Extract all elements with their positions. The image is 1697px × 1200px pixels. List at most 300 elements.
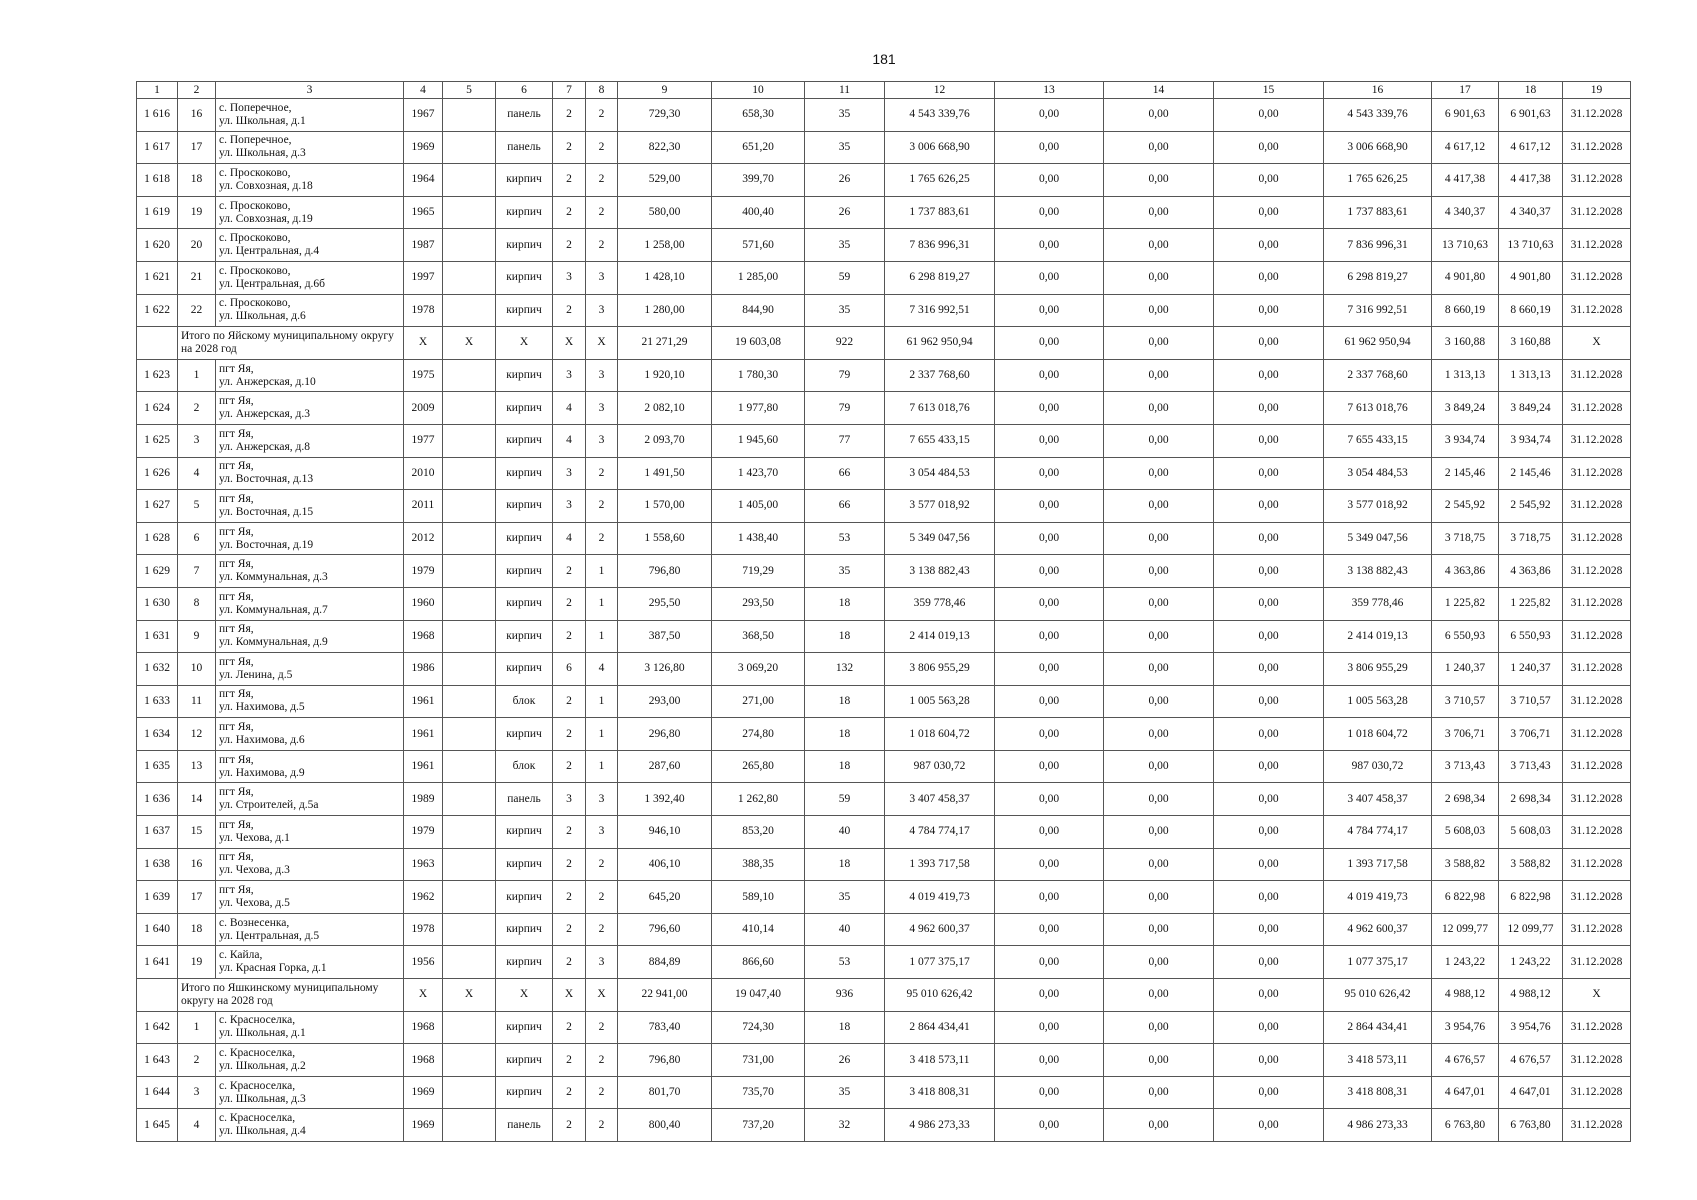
header-cell-2: 2 <box>178 82 216 99</box>
col-18-cell: 2 545,92 <box>1499 490 1563 523</box>
col-19-cell: 31.12.2028 <box>1563 750 1631 783</box>
address-street: ул. Совхозная, д.19 <box>219 212 313 225</box>
col-18-cell: 3 954,76 <box>1499 1011 1563 1044</box>
address-street: ул. Школьная, д.4 <box>219 1125 306 1138</box>
address-locality: пгт Яя, <box>219 492 254 505</box>
col-19-cell: 31.12.2028 <box>1563 881 1631 914</box>
col-11-cell: 59 <box>805 783 885 816</box>
col-4-cell: 1978 <box>404 913 443 946</box>
col-15-cell: 0,00 <box>1214 587 1324 620</box>
col-14-cell: 0,00 <box>1104 490 1214 523</box>
address-locality: с. Красноселка, <box>219 1047 296 1060</box>
col-7-cell: 3 <box>553 261 586 294</box>
header-row <box>137 82 1631 99</box>
table-header <box>137 82 1631 99</box>
col-8-cell: X <box>586 979 618 1012</box>
col-4-cell: 1969 <box>404 1076 443 1109</box>
col-15-cell: 0,00 <box>1214 294 1324 327</box>
col-11-cell: 132 <box>805 653 885 686</box>
col-8-cell: 4 <box>586 653 618 686</box>
col-11-cell: 35 <box>805 881 885 914</box>
col-12-cell: 2 414 019,13 <box>885 620 995 653</box>
col-18-cell: 2 698,34 <box>1499 783 1563 816</box>
col-7-cell: 2 <box>553 229 586 262</box>
col-9-cell: 783,40 <box>618 1011 712 1044</box>
col-12-cell: 4 784 774,17 <box>885 816 995 849</box>
sub-number-cell: 2 <box>178 392 216 425</box>
row-number-cell: 1 640 <box>137 913 178 946</box>
col-15-cell: 0,00 <box>1214 816 1324 849</box>
col-8-cell: 2 <box>586 164 618 197</box>
sub-number-cell: 11 <box>178 685 216 718</box>
address-cell <box>216 424 404 457</box>
header-cell-10: 10 <box>712 82 805 99</box>
col-15-cell: 0,00 <box>1214 555 1324 588</box>
col-15-cell: 0,00 <box>1214 1011 1324 1044</box>
col-5-cell <box>443 424 496 457</box>
col-14-cell: 0,00 <box>1104 1076 1214 1109</box>
col-4-cell: 2009 <box>404 392 443 425</box>
col-12-cell: 1 005 563,28 <box>885 685 995 718</box>
col-7-cell: 2 <box>553 750 586 783</box>
table-row <box>137 1044 1631 1077</box>
row-number-cell: 1 633 <box>137 685 178 718</box>
col-11-cell: 40 <box>805 816 885 849</box>
col-6-cell: кирпич <box>496 261 553 294</box>
col-11-cell: 922 <box>805 327 885 360</box>
col-12-cell: 61 962 950,94 <box>885 327 995 360</box>
col-7-cell: 2 <box>553 587 586 620</box>
col-15-cell: 0,00 <box>1214 979 1324 1012</box>
col-17-cell: 13 710,63 <box>1432 229 1499 262</box>
col-16-cell: 7 655 433,15 <box>1324 424 1432 457</box>
sub-number-cell: 13 <box>178 750 216 783</box>
address-locality: пгт Яя, <box>219 362 254 375</box>
col-15-cell: 0,00 <box>1214 685 1324 718</box>
col-9-cell: 529,00 <box>618 164 712 197</box>
col-4-cell: 1977 <box>404 424 443 457</box>
address-locality: пгт Яя, <box>219 590 254 603</box>
col-4-cell: 1969 <box>404 1109 443 1142</box>
table-row <box>137 131 1631 164</box>
sub-number-cell: 20 <box>178 229 216 262</box>
address-locality: пгт Яя, <box>219 427 254 440</box>
address-cell <box>216 359 404 392</box>
col-9-cell: 295,50 <box>618 587 712 620</box>
col-19-cell: 31.12.2028 <box>1563 848 1631 881</box>
header-cell-17: 17 <box>1432 82 1499 99</box>
address-cell <box>216 457 404 490</box>
col-8-cell: 2 <box>586 1011 618 1044</box>
col-6-cell: кирпич <box>496 490 553 523</box>
col-10-cell: 844,90 <box>712 294 805 327</box>
col-16-cell: 2 337 768,60 <box>1324 359 1432 392</box>
col-11-cell: 26 <box>805 196 885 229</box>
address-cell <box>216 131 404 164</box>
col-8-cell: 1 <box>586 750 618 783</box>
col-9-cell: 796,80 <box>618 555 712 588</box>
col-16-cell: 3 418 808,31 <box>1324 1076 1432 1109</box>
col-14-cell: 0,00 <box>1104 848 1214 881</box>
col-9-cell: 296,80 <box>618 718 712 751</box>
header-cell-13: 13 <box>995 82 1104 99</box>
header-cell-15: 15 <box>1214 82 1324 99</box>
address-street: ул. Анжерская, д.10 <box>219 375 316 388</box>
col-6-cell: кирпич <box>496 848 553 881</box>
col-12-cell: 7 316 992,51 <box>885 294 995 327</box>
col-14-cell: 0,00 <box>1104 750 1214 783</box>
col-14-cell: 0,00 <box>1104 685 1214 718</box>
col-18-cell: 1 313,13 <box>1499 359 1563 392</box>
table-row <box>137 490 1631 523</box>
col-9-cell: 729,30 <box>618 99 712 132</box>
col-9-cell: 1 558,60 <box>618 522 712 555</box>
address-street: ул. Школьная, д.3 <box>219 1092 306 1105</box>
col-15-cell: 0,00 <box>1214 653 1324 686</box>
col-8-cell: 2 <box>586 1109 618 1142</box>
col-14-cell: 0,00 <box>1104 816 1214 849</box>
col-5-cell <box>443 881 496 914</box>
col-16-cell: 1 737 883,61 <box>1324 196 1432 229</box>
col-19-cell: 31.12.2028 <box>1563 1044 1631 1077</box>
col-16-cell: 3 806 955,29 <box>1324 653 1432 686</box>
col-8-cell: 3 <box>586 816 618 849</box>
col-6-cell: кирпич <box>496 816 553 849</box>
sub-number-cell: 7 <box>178 555 216 588</box>
row-number-cell <box>137 327 178 360</box>
col-16-cell: 2 864 434,41 <box>1324 1011 1432 1044</box>
col-18-cell: 6 822,98 <box>1499 881 1563 914</box>
address-street: ул. Школьная, д.1 <box>219 1027 306 1040</box>
col-18-cell: 5 608,03 <box>1499 816 1563 849</box>
col-17-cell: 2 698,34 <box>1432 783 1499 816</box>
col-4-cell: 1986 <box>404 653 443 686</box>
sub-number-cell: 9 <box>178 620 216 653</box>
header-cell-3: 3 <box>216 82 404 99</box>
address-cell <box>216 196 404 229</box>
address-locality: с. Поперечное, <box>219 101 292 114</box>
col-11-cell: 35 <box>805 1076 885 1109</box>
col-5-cell: X <box>443 979 496 1012</box>
col-4-cell: 1960 <box>404 587 443 620</box>
col-7-cell: 3 <box>553 359 586 392</box>
address-street: ул. Школьная, д.1 <box>219 114 306 127</box>
sub-number-cell: 4 <box>178 1109 216 1142</box>
col-6-cell: кирпич <box>496 294 553 327</box>
col-6-cell: кирпич <box>496 555 553 588</box>
col-9-cell: 796,60 <box>618 913 712 946</box>
col-6-cell: панель <box>496 131 553 164</box>
row-number-cell: 1 632 <box>137 653 178 686</box>
col-7-cell: 2 <box>553 131 586 164</box>
col-9-cell: 822,30 <box>618 131 712 164</box>
address-locality: пгт Яя, <box>219 688 254 701</box>
col-11-cell: 77 <box>805 424 885 457</box>
col-6-cell: кирпич <box>496 229 553 262</box>
col-13-cell: 0,00 <box>995 783 1104 816</box>
col-5-cell <box>443 1076 496 1109</box>
col-8-cell: 3 <box>586 424 618 457</box>
col-4-cell: 2012 <box>404 522 443 555</box>
col-9-cell: 287,60 <box>618 750 712 783</box>
col-6-cell: кирпич <box>496 1076 553 1109</box>
col-7-cell: 2 <box>553 816 586 849</box>
col-13-cell: 0,00 <box>995 1011 1104 1044</box>
sub-number-cell: 18 <box>178 913 216 946</box>
col-4-cell: 1962 <box>404 881 443 914</box>
address-locality: пгт Яя, <box>219 525 254 538</box>
col-13-cell: 0,00 <box>995 99 1104 132</box>
address-street: ул. Восточная, д.19 <box>219 538 314 551</box>
col-10-cell: 271,00 <box>712 685 805 718</box>
col-10-cell: 853,20 <box>712 816 805 849</box>
col-18-cell: 6 763,80 <box>1499 1109 1563 1142</box>
col-11-cell: 32 <box>805 1109 885 1142</box>
col-16-cell: 3 006 668,90 <box>1324 131 1432 164</box>
col-5-cell <box>443 555 496 588</box>
col-4-cell: 1987 <box>404 229 443 262</box>
col-17-cell: 2 145,46 <box>1432 457 1499 490</box>
table-row <box>137 685 1631 718</box>
sub-number-cell: 6 <box>178 522 216 555</box>
header-cell-14: 14 <box>1104 82 1214 99</box>
address-locality: с. Кайла, <box>219 949 263 962</box>
table-row <box>137 457 1631 490</box>
col-12-cell: 2 864 434,41 <box>885 1011 995 1044</box>
header-cell-6: 6 <box>496 82 553 99</box>
table-row <box>137 1011 1631 1044</box>
col-11-cell: 18 <box>805 848 885 881</box>
col-12-cell: 987 030,72 <box>885 750 995 783</box>
col-10-cell: 368,50 <box>712 620 805 653</box>
sub-number-cell: 1 <box>178 359 216 392</box>
row-number-cell: 1 630 <box>137 587 178 620</box>
col-17-cell: 4 676,57 <box>1432 1044 1499 1077</box>
col-11-cell: 18 <box>805 685 885 718</box>
col-18-cell: 4 617,12 <box>1499 131 1563 164</box>
col-19-cell: 31.12.2028 <box>1563 99 1631 132</box>
col-15-cell: 0,00 <box>1214 620 1324 653</box>
address-locality: с. Проскоково, <box>219 264 291 277</box>
col-11-cell: 18 <box>805 1011 885 1044</box>
col-19-cell: 31.12.2028 <box>1563 587 1631 620</box>
col-5-cell <box>443 587 496 620</box>
col-11-cell: 18 <box>805 620 885 653</box>
col-19-cell: 31.12.2028 <box>1563 913 1631 946</box>
col-10-cell: 293,50 <box>712 587 805 620</box>
row-number-cell: 1 644 <box>137 1076 178 1109</box>
col-12-cell: 1 765 626,25 <box>885 164 995 197</box>
table-row <box>137 816 1631 849</box>
row-number-cell: 1 638 <box>137 848 178 881</box>
col-15-cell: 0,00 <box>1214 196 1324 229</box>
col-16-cell: 359 778,46 <box>1324 587 1432 620</box>
col-4-cell: 1963 <box>404 848 443 881</box>
col-11-cell: 35 <box>805 229 885 262</box>
col-18-cell: 3 160,88 <box>1499 327 1563 360</box>
col-15-cell: 0,00 <box>1214 261 1324 294</box>
col-4-cell: 1979 <box>404 555 443 588</box>
col-5-cell <box>443 718 496 751</box>
col-5-cell <box>443 913 496 946</box>
col-10-cell: 399,70 <box>712 164 805 197</box>
table-row <box>137 653 1631 686</box>
col-19-cell: 31.12.2028 <box>1563 1011 1631 1044</box>
total-row <box>137 327 1631 360</box>
col-5-cell <box>443 490 496 523</box>
col-6-cell: кирпич <box>496 881 553 914</box>
col-12-cell: 4 986 273,33 <box>885 1109 995 1142</box>
col-18-cell: 1 225,82 <box>1499 587 1563 620</box>
col-15-cell: 0,00 <box>1214 522 1324 555</box>
col-12-cell: 359 778,46 <box>885 587 995 620</box>
col-19-cell: 31.12.2028 <box>1563 522 1631 555</box>
col-7-cell: 4 <box>553 522 586 555</box>
col-12-cell: 1 077 375,17 <box>885 946 995 979</box>
col-7-cell: 2 <box>553 1076 586 1109</box>
col-4-cell: 2011 <box>404 490 443 523</box>
row-number-cell: 1 617 <box>137 131 178 164</box>
col-9-cell: 1 428,10 <box>618 261 712 294</box>
col-5-cell <box>443 164 496 197</box>
col-5-cell <box>443 359 496 392</box>
col-11-cell: 59 <box>805 261 885 294</box>
address-street: ул. Коммунальная, д.3 <box>219 571 328 584</box>
address-cell <box>216 718 404 751</box>
col-8-cell: 2 <box>586 913 618 946</box>
col-8-cell: 3 <box>586 946 618 979</box>
col-13-cell: 0,00 <box>995 196 1104 229</box>
address-street: ул. Коммунальная, д.7 <box>219 603 328 616</box>
address-locality: пгт Яя, <box>219 721 254 734</box>
col-17-cell: 3 588,82 <box>1432 848 1499 881</box>
col-17-cell: 1 243,22 <box>1432 946 1499 979</box>
col-8-cell: 3 <box>586 261 618 294</box>
col-8-cell: 1 <box>586 718 618 751</box>
col-11-cell: 18 <box>805 718 885 751</box>
col-8-cell: 3 <box>586 294 618 327</box>
col-10-cell: 1 423,70 <box>712 457 805 490</box>
sub-number-cell: 5 <box>178 490 216 523</box>
sub-number-cell: 19 <box>178 946 216 979</box>
col-6-cell: кирпич <box>496 1011 553 1044</box>
table-row <box>137 783 1631 816</box>
col-7-cell: 2 <box>553 99 586 132</box>
col-16-cell: 3 577 018,92 <box>1324 490 1432 523</box>
sub-number-cell: 16 <box>178 99 216 132</box>
col-14-cell: 0,00 <box>1104 718 1214 751</box>
table-row <box>137 620 1631 653</box>
col-19-cell: 31.12.2028 <box>1563 261 1631 294</box>
address-locality: пгт Яя, <box>219 786 254 799</box>
col-14-cell: 0,00 <box>1104 1044 1214 1077</box>
col-10-cell: 410,14 <box>712 913 805 946</box>
col-13-cell: 0,00 <box>995 1076 1104 1109</box>
col-9-cell: 2 093,70 <box>618 424 712 457</box>
table-row <box>137 881 1631 914</box>
col-8-cell: 2 <box>586 1044 618 1077</box>
page-number: 181 <box>872 51 896 67</box>
address-locality: с. Красноселка, <box>219 1079 296 1092</box>
col-12-cell: 3 806 955,29 <box>885 653 995 686</box>
col-10-cell: 3 069,20 <box>712 653 805 686</box>
col-10-cell: 589,10 <box>712 881 805 914</box>
row-number-cell: 1 639 <box>137 881 178 914</box>
col-14-cell: 0,00 <box>1104 881 1214 914</box>
header-cell-4: 4 <box>404 82 443 99</box>
col-10-cell: 719,29 <box>712 555 805 588</box>
row-number-cell: 1 626 <box>137 457 178 490</box>
col-14-cell: 0,00 <box>1104 359 1214 392</box>
col-15-cell: 0,00 <box>1214 718 1324 751</box>
col-15-cell: 0,00 <box>1214 750 1324 783</box>
row-number-cell: 1 642 <box>137 1011 178 1044</box>
col-10-cell: 400,40 <box>712 196 805 229</box>
table-row <box>137 1109 1631 1142</box>
address-locality: пгт Яя, <box>219 460 254 473</box>
col-5-cell: X <box>443 327 496 360</box>
col-4-cell: 1956 <box>404 946 443 979</box>
table-row <box>137 164 1631 197</box>
col-8-cell: 2 <box>586 229 618 262</box>
header-cell-18: 18 <box>1499 82 1563 99</box>
sub-number-cell: 17 <box>178 881 216 914</box>
col-18-cell: 3 934,74 <box>1499 424 1563 457</box>
col-13-cell: 0,00 <box>995 685 1104 718</box>
col-15-cell: 0,00 <box>1214 327 1324 360</box>
col-11-cell: 66 <box>805 457 885 490</box>
address-street: ул. Центральная, д.4 <box>219 245 320 258</box>
col-14-cell: 0,00 <box>1104 424 1214 457</box>
col-12-cell: 3 006 668,90 <box>885 131 995 164</box>
col-7-cell: 4 <box>553 392 586 425</box>
col-13-cell: 0,00 <box>995 294 1104 327</box>
sub-number-cell: 18 <box>178 164 216 197</box>
col-18-cell: 1 243,22 <box>1499 946 1563 979</box>
address-locality: пгт Яя, <box>219 884 254 897</box>
col-17-cell: 2 545,92 <box>1432 490 1499 523</box>
col-6-cell: панель <box>496 1109 553 1142</box>
col-19-cell: 31.12.2028 <box>1563 1109 1631 1142</box>
col-17-cell: 4 363,86 <box>1432 555 1499 588</box>
col-6-cell: кирпич <box>496 359 553 392</box>
col-13-cell: 0,00 <box>995 424 1104 457</box>
col-18-cell: 3 713,43 <box>1499 750 1563 783</box>
total-label-cell: Итого по Яйскому муниципальному округу на 2028 год <box>178 327 404 360</box>
col-13-cell: 0,00 <box>995 359 1104 392</box>
col-12-cell: 1 018 604,72 <box>885 718 995 751</box>
col-16-cell: 7 613 018,76 <box>1324 392 1432 425</box>
col-5-cell <box>443 99 496 132</box>
col-19-cell: 31.12.2028 <box>1563 653 1631 686</box>
row-number-cell: 1 623 <box>137 359 178 392</box>
table-row <box>137 750 1631 783</box>
col-5-cell <box>443 620 496 653</box>
col-7-cell: 2 <box>553 620 586 653</box>
address-street: ул. Восточная, д.15 <box>219 505 314 518</box>
col-16-cell: 3 054 484,53 <box>1324 457 1432 490</box>
col-15-cell: 0,00 <box>1214 99 1324 132</box>
col-14-cell: 0,00 <box>1104 522 1214 555</box>
address-cell <box>216 816 404 849</box>
table-row <box>137 229 1631 262</box>
col-7-cell: 2 <box>553 718 586 751</box>
col-14-cell: 0,00 <box>1104 620 1214 653</box>
table-row <box>137 261 1631 294</box>
header-cell-19: 19 <box>1563 82 1631 99</box>
row-number-cell: 1 625 <box>137 424 178 457</box>
col-17-cell: 4 901,80 <box>1432 261 1499 294</box>
